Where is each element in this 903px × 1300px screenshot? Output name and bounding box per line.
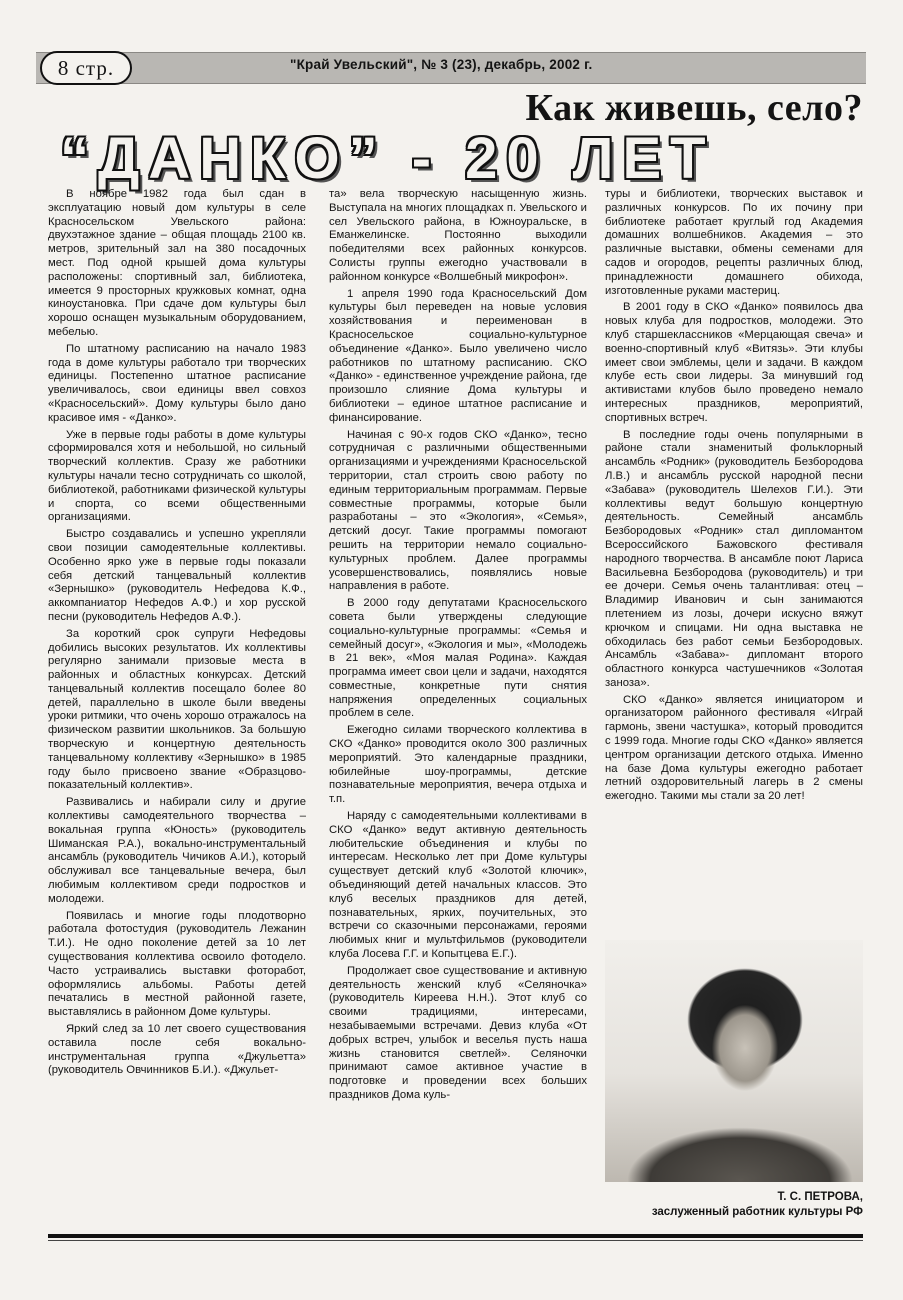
bottom-rule-thin (48, 1240, 863, 1241)
paragraph: По штатному расписанию на начало 1983 года в доме культуры работало три творческих единицы. Постепенно штатное расписание увеличивалось, свои единицы ввел совхоз «Красносельский». Дому культуры было дано красивое имя - «Данко». (48, 342, 306, 424)
paragraph: В ноябре 1982 года был сдан в эксплуатацию новый дом культуры в селе Красносельском Увельского района: двухэтажное здание – общая площадь 2100 кв. метров, зрительный зал на 380 посадочных мест. Под одной крышей дома культуры расположены: спортивный зал, библиотека, имеется 9 просторных кружковых комнат, одна киноустановка. При сдаче дом культуры был хорошо оснащен музыкальным оборудованием, мебелью. (48, 188, 306, 338)
caption-title: заслуженный работник культуры РФ (651, 1206, 863, 1218)
paragraph: В 2000 году депутатами Красносельского совета были утверждены следующие социально-культурные программы: «Семья и семейный досуг», «Экология и мы», «Молодежь в 21 век», «Моя малая Родина». Каждая программа имеет свои цели и задачи, находятся совместные, конкретные пути снятия напряжения определенных социальных проблем в селе. (329, 597, 587, 720)
article-column-2 (329, 188, 587, 1228)
author-photo (605, 940, 863, 1182)
paragraph: Развивались и набирали силу и другие коллективы самодеятельного творчества – вокальная группа «Юность» (руководитель Шиманская Р.А.), вокально-инструментальный ансамбль (руководитель Чичиков А.И.), который обслуживал все танцевальные вечера, был любимым коллективом среди подростков и молодежи. (48, 796, 306, 905)
article-column-1 (48, 188, 306, 1228)
paragraph: та» вела творческую насыщенную жизнь. Выступала на многих площадках п. Увельского и сел Увельского района, в Южноуральске, в Еманжелинске. Постоянно выходили победителями всех районных конкурсов. Солисты группы ежегодно участвовали в районном конкурсе «Волшебный микрофон». (329, 188, 587, 283)
bottom-rule (48, 1234, 863, 1238)
caption-name: Т. С. ПЕТРОВА, (777, 1191, 863, 1203)
paragraph: 1 апреля 1990 года Красносельский Дом культуры был переведен на новые условия хозяйствования и переименован в Красносельское социально-культурное объединение «Данко». Было увеличено число работников по штатному расписанию. СКО «Данко» - единственное учреждение района, где произошло слияние Дома культуры и библиотеки – единое штатное расписание и финансирование. (329, 287, 587, 424)
photo-caption (590, 1190, 863, 1220)
article-headline: “ДАНКО” - 20 ЛЕТ (60, 126, 715, 191)
page-number: 8 стр. (40, 51, 132, 85)
paragraph: туры и библиотеки, творческих выставок и различных конкурсов. По их почину при библиотеке работает круглый год Академия домашних волшебников. Академия – это различные выставки, обмены семенами для садов и огородов, рецепты различных блюд, принадлежности домашнего обихода, изготовленные руками мастериц. (605, 188, 863, 297)
paragraph: В 2001 году в СКО «Данко» появилось два новых клуба для подростков, молодежи. Это клуб старшеклассников «Мерцающая свеча» и военно-спортивный клуб «Витязь». Эти клубы имеет свои эмблемы, цели и задачи. В каждом клубе есть свои лидеры. За минувший год активистами клубов было проведено немало интересных праздников, мероприятий, спортивных встреч. (605, 301, 863, 424)
rubric-title: Как живешь, село? (525, 87, 863, 129)
masthead: "Край Увельский", № 3 (23), декабрь, 2002 г. (290, 57, 593, 72)
paragraph: Ежегодно силами творческого коллектива в СКО «Данко» проводится около 300 различных мероприятий. Это календарные праздники, юбилейные шоу-программы, детские познавательные мероприятия, вечера отдыха и т.п. (329, 724, 587, 806)
paragraph: Уже в первые годы работы в доме культуры сформировался хотя и небольшой, но сильный творческий коллектив. Сразу же работники культуры начали тесно сотрудничать со школой, библиотекой, работниками физической культуры и спорта, со всеми общественными организациями. (48, 428, 306, 524)
paragraph: Яркий след за 10 лет своего существования оставила после себя вокально-инструментальная группа «Джульетта» (руководитель Овчинников Б.И.). «Джульет- (48, 1023, 306, 1077)
paragraph: Продолжает свое существование и активную деятельность женский клуб «Селяночка» (руководитель Киреева Н.Н.). Этот клуб со своими традициями, интересами, незабываемыми встречами. Девиз клуба «От добрых встреч, улыбок и веселья пусть наша жизнь становится светлей». Селяночки принимают самое активное участие в подготовке и проведении всех больших праздников Дома куль- (329, 964, 587, 1101)
paragraph: За короткий срок супруги Нефедовы добились высоких результатов. Их коллективы регулярно занимали призовые места в районных и областных конкурсах. Детский танцевальный коллектив посещало более 80 детей, параллельно в школе были введены уроки ритмики, что очень хорошо отражалось на физическом развитии школьников. За большую творческую и концертную деятельность танцевальному коллективу «Зернышко» в 1985 году было присвоено звание «Образцово-показательный коллектив». (48, 627, 306, 792)
paragraph: В последние годы очень популярными в районе стали знаменитый фольклорный ансамбль «Родник» (руководитель Безбородова Л.В.) и ансамбль русской народной песни «Забава» (руководитель Шелехов Г.И.). Эти коллективы ведут большую концертную деятельность. Семейный ансамбль Безбородовых «Родник» стал дипломантом Всероссийского Бажовского фестиваля народного творчества. В ансамбле поют Лариса Васильевна Безбородова (руководитель) и три ее дочери. Семья очень талантливая: отец – Владимир Иванович и сын занимаются плетением из лозы, дочери искусно вяжут крючком и спицами. Ни одна выставка не обходилась без работ семьи Безбородовых. Ансамбль «Забава»- дипломант второго областного конкурса частушечников «Золотая заноза». (605, 428, 863, 689)
paragraph: Начиная с 90-х годов СКО «Данко», тесно сотрудничая с различными общественными организациями и учреждениями Красносельской территории, стал строить свою работу по единым территориальным программам. Первые совместные программы, которые были разработаны – это «Экология», «Семья», детский досуг. Такие программы помогают решить на территории немало социально-культурных проблем. Далее программы усовершенствовались, появлялись новые направления в работе. (329, 428, 587, 593)
paragraph: Появилась и многие годы плодотворно работала фотостудия (руководитель Лежанин Т.И.). Не одно поколение детей за 10 лет существования коллектива освоило фотодело. Часто устраивались выставки фоторабот, оформлялись альбомы. Работы детей печатались в местной районной газете, выставлялись в районном Доме культуры. (48, 909, 306, 1019)
paragraph: Быстро создавались и успешно укрепляли свои позиции самодеятельные коллективы. Особенно ярко уже в первые годы показали себя детский танцевальный коллектив «Зернышко» (руководитель Нефедова К.Ф., аккомпаниатор Нефедов А.Ф.) и хор русской песни (руководитель Нефедов А.Ф.). (48, 528, 306, 623)
paragraph: Наряду с самодеятельными коллективами в СКО «Данко» ведут активную деятельность любительские объединения и клубы по интересам. Несколько лет при Доме культуры существует детский клуб «Золотой ключик», объединяющий детей начальных классов. Это клуб веселых праздников для детей, познавательных, ярких, поучительных, это встречи со сказочными персонажами, героями любимых книг и мультфильмов (руководители клуба Лосева Г.Г. и Копытцева Е.Г.). (329, 810, 587, 961)
paragraph: СКО «Данко» является инициатором и организатором районного фестиваля «Играй гармонь, звени частушка», который проводится с 1999 года. Многие годы СКО «Данко» является центром организации детского отдыха. Именно на базе Дома культуры ежегодно работает летний оздоровительный лагерь в 2 смены ежегодно. Такими мы стали за 20 лет! (605, 693, 863, 803)
